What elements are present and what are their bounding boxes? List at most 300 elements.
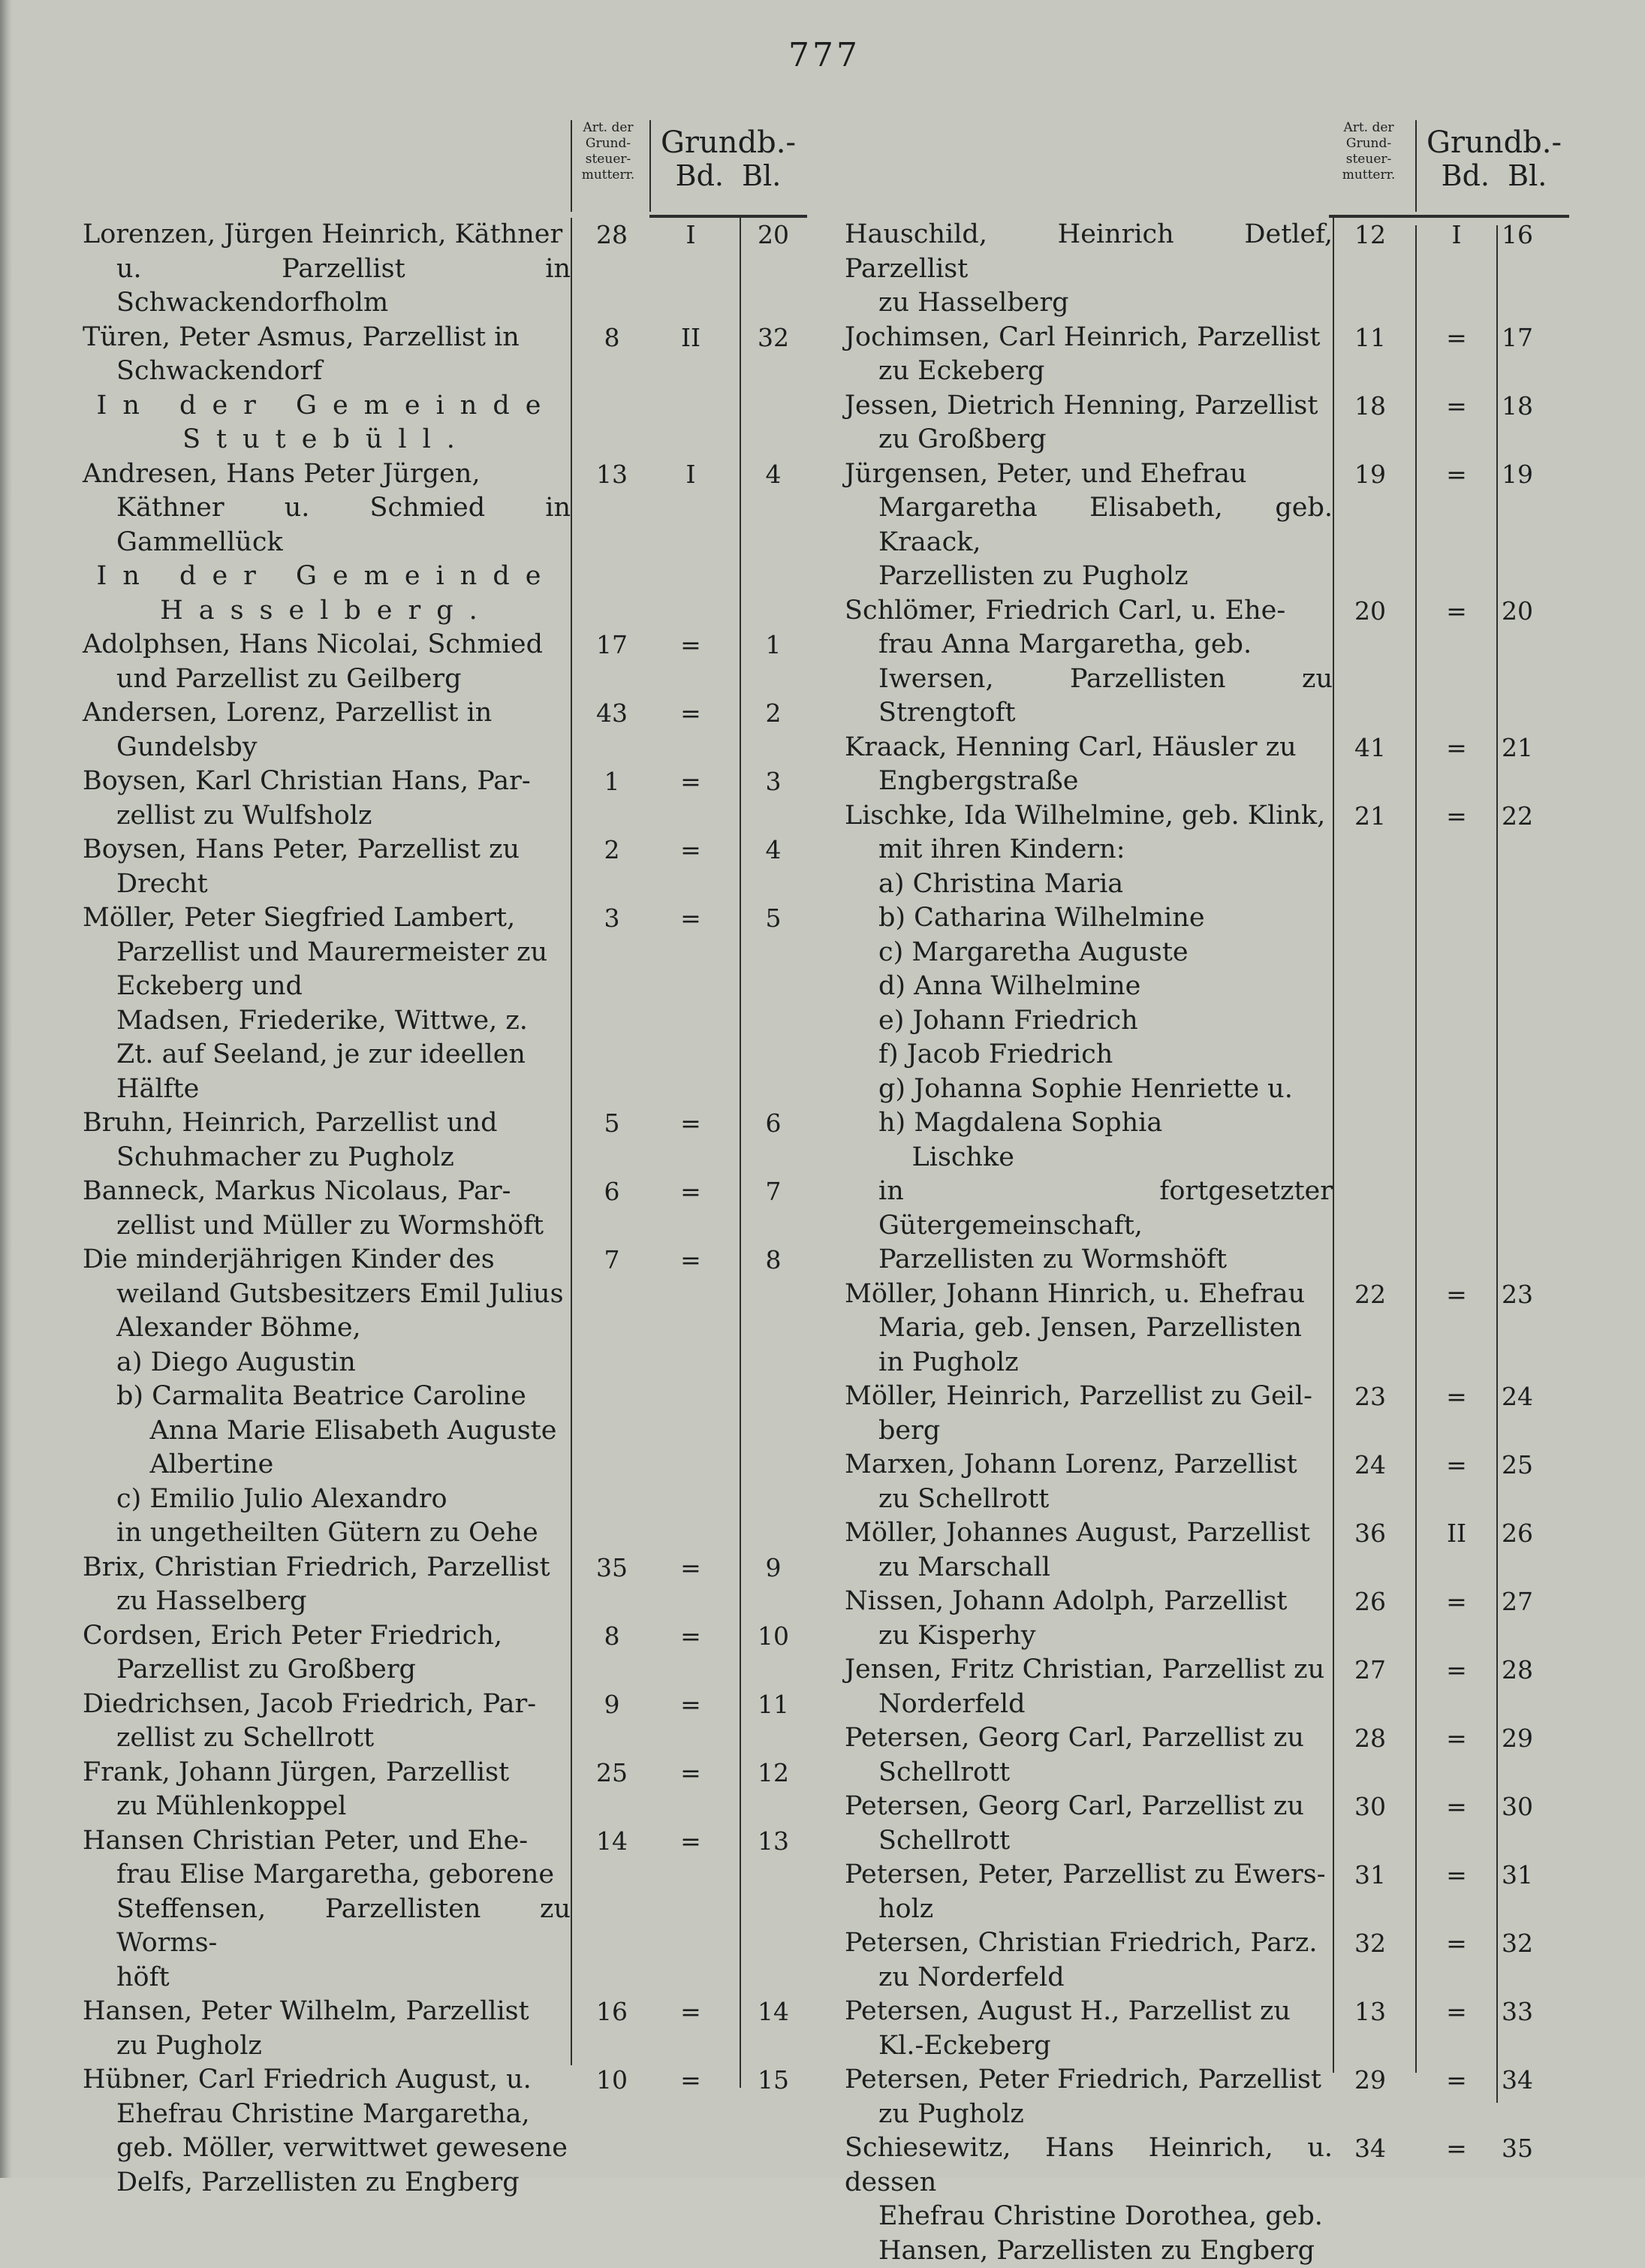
art-value: 28 [578,218,646,252]
right-column-header [845,113,1565,218]
bd-value: = [1415,2131,1498,2166]
entry-line: Schuhmacher zu Pugholz [83,1141,571,1175]
entry-line: zu Großberg [845,423,1333,457]
entry-line: Gundelsby [83,731,571,765]
entry-line: Parzellisten zu Pugholz [845,559,1333,594]
bl-label: Bl. [742,159,781,192]
art-value: 36 [1336,1516,1404,1551]
column-rule [1496,225,1498,2103]
bd-value: = [1415,594,1498,629]
register-entry [83,1516,803,1551]
register-entry [845,1721,1565,1790]
entry-text [83,696,571,765]
register-entry [83,559,803,628]
child-name-item: Lischke [845,1141,1333,1175]
bl-value: 4 [743,457,803,492]
register-entry [83,1243,803,1346]
bl-value: 32 [743,321,803,355]
register-entry [845,731,1565,799]
bd-value: = [649,1756,732,1790]
art-value: 8 [578,1619,646,1654]
bl-value: 32 [1502,1926,1554,1961]
register-entry [845,1277,1565,1380]
entry-text [83,901,571,1004]
entry-line: Hansen, Parzellisten zu Engberg [845,2234,1333,2268]
entry-line: Cordsen, Erich Peter Friedrich, [83,1619,571,1654]
entry-line: Marxen, Johann Lorenz, Parzellist [845,1448,1333,1482]
entry-line: zu Pugholz [845,2098,1333,2132]
entry-line: Andersen, Lorenz, Parzellist in [83,696,571,731]
entry-text [845,594,1333,731]
entry-line: Steffensen, Parzellisten zu Worms- [83,1893,571,1961]
register-entry [83,1551,803,1619]
entry-line: Ehefrau Christine Margaretha, [83,2098,571,2132]
art-header-line: Art. der [1331,120,1406,136]
art-value: 14 [578,1824,646,1859]
entry-line: zu Hasselberg [83,1585,571,1619]
entry-line: Brix, Christian Friedrich, Parzellist [83,1551,571,1585]
entry-text [845,1653,1333,1721]
register-entry [83,218,803,321]
entry-line: in Pugholz [845,1346,1333,1380]
bd-value: = [649,696,732,731]
entry-text [83,1004,571,1107]
register-entry [83,457,803,560]
entry-line: Delfs, Parzellisten zu Engberg [83,2166,571,2200]
art-value: 7 [578,1243,646,1277]
art-header-line: Grund- [1331,136,1406,152]
entry-line: in fortgesetzter Gütergemeinschaft, [845,1175,1333,1243]
entry-text [845,1858,1333,1926]
art-value: 3 [578,901,646,936]
art-value: 12 [1336,218,1404,252]
bl-value: 25 [1502,1448,1554,1482]
bl-value: 19 [1502,457,1554,492]
art-value: 35 [578,1551,646,1585]
bl-value: 16 [1502,218,1554,252]
entry-text [83,1995,571,2063]
entry-line: frau Anna Margaretha, geb. [845,628,1333,662]
entry-line: berg [845,1414,1333,1449]
column-rule [740,218,741,2088]
bd-value: = [649,628,732,662]
entry-line: zellist zu Schellrott [83,1721,571,1756]
register-entry [845,2063,1565,2131]
register-entry [83,1619,803,1687]
art-value: 6 [578,1175,646,1209]
art-value: 28 [1336,1721,1404,1756]
entry-text [845,867,1333,1175]
register-entry [845,594,1565,731]
register-entry [83,833,803,901]
register-entry [845,1790,1565,1858]
entry-line: weiland Gutsbesitzers Emil Julius [83,1277,571,1312]
bd-label: Bd. [676,159,724,192]
register-entry [83,1687,803,1756]
art-value: 8 [578,321,646,355]
entry-text [83,765,571,833]
header-divider [649,120,651,212]
entry-line: Ehefrau Christine Dorothea, geb. [845,2200,1333,2234]
entry-line: Kraack, Henning Carl, Häusler zu [845,731,1333,765]
entry-text [83,389,571,457]
entry-line: geb. Möller, verwittwet gewesene [83,2131,571,2166]
bd-value: = [1415,1995,1498,2029]
grundbuch-header [1423,126,1565,192]
bd-value: = [1415,1585,1498,1619]
child-name-item: c) Emilio Julio Alexandro [83,1482,571,1517]
entry-line: zu Hasselberg [845,286,1333,321]
bl-label: Bl. [1508,159,1547,192]
entry-text [845,1380,1333,1448]
bl-value: 30 [1502,1790,1554,1824]
entry-text [83,1619,571,1687]
register-entry [83,901,803,1004]
register-entry [845,1448,1565,1516]
entry-line: Lorenzen, Jürgen Heinrich, Käthner [83,218,571,252]
entry-text [845,218,1333,321]
register-entry [845,799,1565,867]
bl-value: 24 [1502,1380,1554,1414]
art-header-line: mutterr. [1331,167,1406,183]
bd-value: = [1415,321,1498,355]
grundbuch-label: Grundb.- [1423,126,1565,159]
entry-line: Andresen, Hans Peter Jürgen, [83,457,571,492]
entry-line: Parzellist und Maurermeister zu [83,936,571,970]
art-header-line: Grund- [571,136,646,152]
left-column [83,113,803,2200]
bl-value: 27 [1502,1585,1554,1619]
art-value: 13 [1336,1995,1404,2029]
entry-line: Hansen Christian Peter, und Ehe- [83,1824,571,1859]
entry-line: Maria, geb. Jensen, Parzellisten [845,1311,1333,1346]
child-name-item: b) Catharina Wilhelmine [845,901,1333,936]
register-entry [845,2131,1565,2268]
grundbuch-header [657,126,800,192]
bl-value: 35 [1502,2131,1554,2166]
art-header-line: steuer- [1331,152,1406,167]
register-entry [83,1756,803,1824]
bl-value: 6 [743,1106,803,1141]
art-value: 27 [1336,1653,1404,1687]
municipality-heading: Hasselberg. [83,594,571,629]
entry-text [845,389,1333,457]
register-entry [845,389,1565,457]
art-value: 5 [578,1106,646,1141]
register-entry [83,1995,803,2063]
entry-text [845,2063,1333,2131]
register-entry [83,765,803,833]
entry-text [83,1346,571,1517]
bd-value: = [649,1619,732,1654]
municipality-heading: In der Gemeinde [83,389,571,424]
entry-line: mit ihren Kindern: [845,833,1333,867]
art-value: 20 [1336,594,1404,629]
page-number: 777 [788,36,860,74]
art-value: 22 [1336,1277,1404,1312]
municipality-heading: Stutebüll. [83,423,571,457]
bd-value: = [649,1995,732,2029]
entry-text [845,1790,1333,1858]
entry-text [845,321,1333,389]
art-value: 13 [578,457,646,492]
entry-line: zu Kisperhy [845,1619,1333,1654]
bd-value: = [1415,389,1498,424]
register-entry [845,457,1565,594]
entry-line: Hansen, Peter Wilhelm, Parzellist [83,1995,571,2029]
entry-text [83,1516,571,1551]
bd-bl-labels [1423,159,1565,192]
bd-value: = [1415,1858,1498,1893]
bl-value: 20 [1502,594,1554,629]
entry-line: Jessen, Dietrich Henning, Parzellist [845,389,1333,424]
bl-value: 9 [743,1551,803,1585]
bl-value: 17 [1502,321,1554,355]
bd-value: I [649,457,732,492]
child-name-item: g) Johanna Sophie Henriette u. [845,1072,1333,1107]
entry-line: Frank, Johann Jürgen, Parzellist [83,1756,571,1790]
entry-text [845,1175,1333,1277]
entry-line: Alexander Böhme, [83,1311,571,1346]
entry-line: Lischke, Ida Wilhelmine, geb. Klink, [845,799,1333,834]
art-header [1331,120,1406,183]
bd-value: I [649,218,732,252]
grundbuch-label: Grundb.- [657,126,800,159]
art-value: 19 [1336,457,1404,492]
bl-value: 23 [1502,1277,1554,1312]
bd-value: = [649,1106,732,1141]
entry-line: Hälfte [83,1072,571,1107]
art-value: 24 [1336,1448,1404,1482]
register-entry [83,1824,803,1995]
entry-line: Boysen, Karl Christian Hans, Par- [83,765,571,799]
entry-line: Adolphsen, Hans Nicolai, Schmied [83,628,571,662]
child-name-item: a) Diego Augustin [83,1346,571,1380]
art-header-line: Art. der [571,120,646,136]
entry-text [83,1687,571,1756]
bd-value: = [649,1687,732,1722]
child-name-item: c) Margaretha Auguste [845,936,1333,970]
bl-value: 10 [743,1619,803,1654]
entry-text [83,1175,571,1243]
bl-value: 5 [743,901,803,936]
entry-line: höft [83,1961,571,1995]
entry-text [845,1585,1333,1653]
entry-line: Bruhn, Heinrich, Parzellist und [83,1106,571,1141]
entry-line: Eckeberg und [83,970,571,1004]
bl-value: 15 [743,2063,803,2098]
entry-line: Petersen, Georg Carl, Parzellist zu [845,1790,1333,1824]
bd-value: = [649,833,732,867]
entry-line: in ungetheilten Gütern zu Oehe [83,1516,571,1551]
art-value: 25 [578,1756,646,1790]
bd-value: = [1415,731,1498,765]
entry-line: zellist zu Wulfsholz [83,799,571,834]
entry-text [83,1756,571,1824]
bd-value: = [649,1175,732,1209]
column-rule [1333,218,1334,2073]
bl-value: 11 [743,1687,803,1722]
entry-text [845,731,1333,799]
entry-line: Norderfeld [845,1687,1333,1722]
book-gutter-edge [0,0,12,2178]
entry-line: zu Schellrott [845,1482,1333,1517]
child-name-item: f) Jacob Friedrich [845,1038,1333,1072]
entry-line: und Parzellist zu Geilberg [83,662,571,697]
art-value: 18 [1336,389,1404,424]
child-name-item: Anna Marie Elisabeth Auguste [83,1414,571,1449]
art-value: 34 [1336,2131,1404,2166]
register-entry [83,1106,803,1175]
entry-line: Petersen, Georg Carl, Parzellist zu [845,1721,1333,1756]
entry-line: Hauschild, Heinrich Detlef, Parzellist [845,218,1333,286]
entry-line: Margaretha Elisabeth, geb. Kraack, [845,491,1333,559]
entry-text [83,1106,571,1175]
entry-line: Zt. auf Seeland, je zur ideellen [83,1038,571,1072]
entry-line: Möller, Peter Siegfried Lambert, [83,901,571,936]
entry-line: Jochimsen, Carl Heinrich, Parzellist [845,321,1333,355]
child-name-item: h) Magdalena Sophia [845,1106,1333,1141]
art-value: 11 [1336,321,1404,355]
header-divider [571,120,572,212]
entry-line: zu Marschall [845,1551,1333,1585]
bd-value: = [1415,799,1498,834]
entry-line: Petersen, Peter Friedrich, Parzellist [845,2063,1333,2098]
bl-value: 26 [1502,1516,1554,1551]
column-rule [1415,225,1417,2073]
bd-value: = [1415,1790,1498,1824]
bl-value: 21 [1502,731,1554,765]
bd-value: = [649,1551,732,1585]
entry-line: Petersen, Christian Friedrich, Parz. [845,1926,1333,1961]
entry-line: Banneck, Markus Nicolaus, Par- [83,1175,571,1209]
register-entry [83,1346,803,1517]
entry-line: Petersen, Peter, Parzellist zu Ewers- [845,1858,1333,1893]
entry-text [83,457,571,560]
bl-value: 3 [743,765,803,799]
entry-line: Boysen, Hans Peter, Parzellist zu [83,833,571,867]
entry-line: Parzellisten zu Wormshöft [845,1243,1333,1277]
art-value: 1 [578,765,646,799]
bl-value: 22 [1502,799,1554,834]
entry-line: Türen, Peter Asmus, Parzellist in [83,321,571,355]
child-name-item: b) Carmalita Beatrice Caroline [83,1380,571,1414]
bd-value: = [1415,457,1498,492]
bl-value: 4 [743,833,803,867]
entry-line: Die minderjährigen Kinder des [83,1243,571,1277]
municipality-heading: In der Gemeinde [83,559,571,594]
register-entry [845,1380,1565,1448]
register-entry [845,1653,1565,1721]
bd-value: = [1415,2063,1498,2098]
bl-value: 12 [743,1756,803,1790]
art-value: 43 [578,696,646,731]
bd-value: = [1415,1277,1498,1312]
entry-line: holz [845,1893,1333,1927]
bl-value: 20 [743,218,803,252]
register-entry [845,1858,1565,1926]
art-value: 26 [1336,1585,1404,1619]
register-entry [845,321,1565,389]
bl-value: 29 [1502,1721,1554,1756]
header-divider [1415,120,1417,212]
right-entries [845,218,1565,2268]
entry-line: Kl.-Eckeberg [845,2029,1333,2064]
entry-line: Jensen, Fritz Christian, Parzellist zu [845,1653,1333,1687]
entry-line: Hübner, Carl Friedrich August, u. [83,2063,571,2098]
entry-text [83,218,571,321]
entry-text [845,1926,1333,1995]
bd-value: = [1415,1380,1498,1414]
bd-bl-labels [657,159,800,192]
entry-line: zu Norderfeld [845,1961,1333,1995]
bl-value: 2 [743,696,803,731]
art-value: 16 [578,1995,646,2029]
bd-value: II [649,321,732,355]
register-entry [845,1926,1565,1995]
bd-value: = [649,1243,732,1277]
entry-line: Iwersen, Parzellisten zu Strengtoft [845,662,1333,731]
bd-value: = [1415,1926,1498,1961]
register-entry [83,2063,803,2200]
entry-line: zu Pugholz [83,2029,571,2064]
entry-text [83,321,571,389]
entry-line: zu Eckeberg [845,354,1333,389]
entry-text [845,1277,1333,1380]
entry-line: zellist und Müller zu Wormshöft [83,1209,571,1244]
bl-value: 1 [743,628,803,662]
art-value: 17 [578,628,646,662]
entry-line: Madsen, Friederike, Wittwe, z. [83,1004,571,1039]
entry-text [845,1995,1333,2063]
entry-text [83,833,571,901]
bl-value: 13 [743,1824,803,1859]
entry-line: Schellrott [845,1756,1333,1790]
register-entry [845,1175,1565,1277]
register-entry [845,867,1565,1175]
entry-line: Nissen, Johann Adolph, Parzellist [845,1585,1333,1619]
entry-line: Möller, Heinrich, Parzellist zu Geil- [845,1380,1333,1414]
bd-value: I [1415,218,1498,252]
art-value: 23 [1336,1380,1404,1414]
register-entry [83,628,803,696]
entry-line: zu Mühlenkoppel [83,1790,571,1824]
entry-line: Jürgensen, Peter, und Ehefrau [845,457,1333,492]
register-entry [845,1516,1565,1585]
entry-line: Schiesewitz, Hans Heinrich, u. dessen [845,2131,1333,2200]
entry-text [83,559,571,628]
bd-value: II [1415,1516,1498,1551]
entry-line: Möller, Johann Hinrich, u. Ehefrau [845,1277,1333,1312]
entry-line: Petersen, August H., Parzellist zu [845,1995,1333,2029]
entry-line: Parzellist zu Großberg [83,1653,571,1687]
bl-value: 14 [743,1995,803,2029]
entry-text [845,1516,1333,1585]
bd-label: Bd. [1442,159,1490,192]
bl-value: 33 [1502,1995,1554,2029]
entry-line: Engbergstraße [845,765,1333,799]
register-entry [83,696,803,765]
entry-text [83,1243,571,1346]
bd-value: = [1415,1721,1498,1756]
entry-line: Käthner u. Schmied in Gammellück [83,491,571,559]
art-value: 29 [1336,2063,1404,2098]
art-value: 2 [578,833,646,867]
entry-text [845,457,1333,594]
child-name-item: e) Johann Friedrich [845,1004,1333,1039]
right-column [845,113,1565,2268]
register-entry [83,389,803,457]
